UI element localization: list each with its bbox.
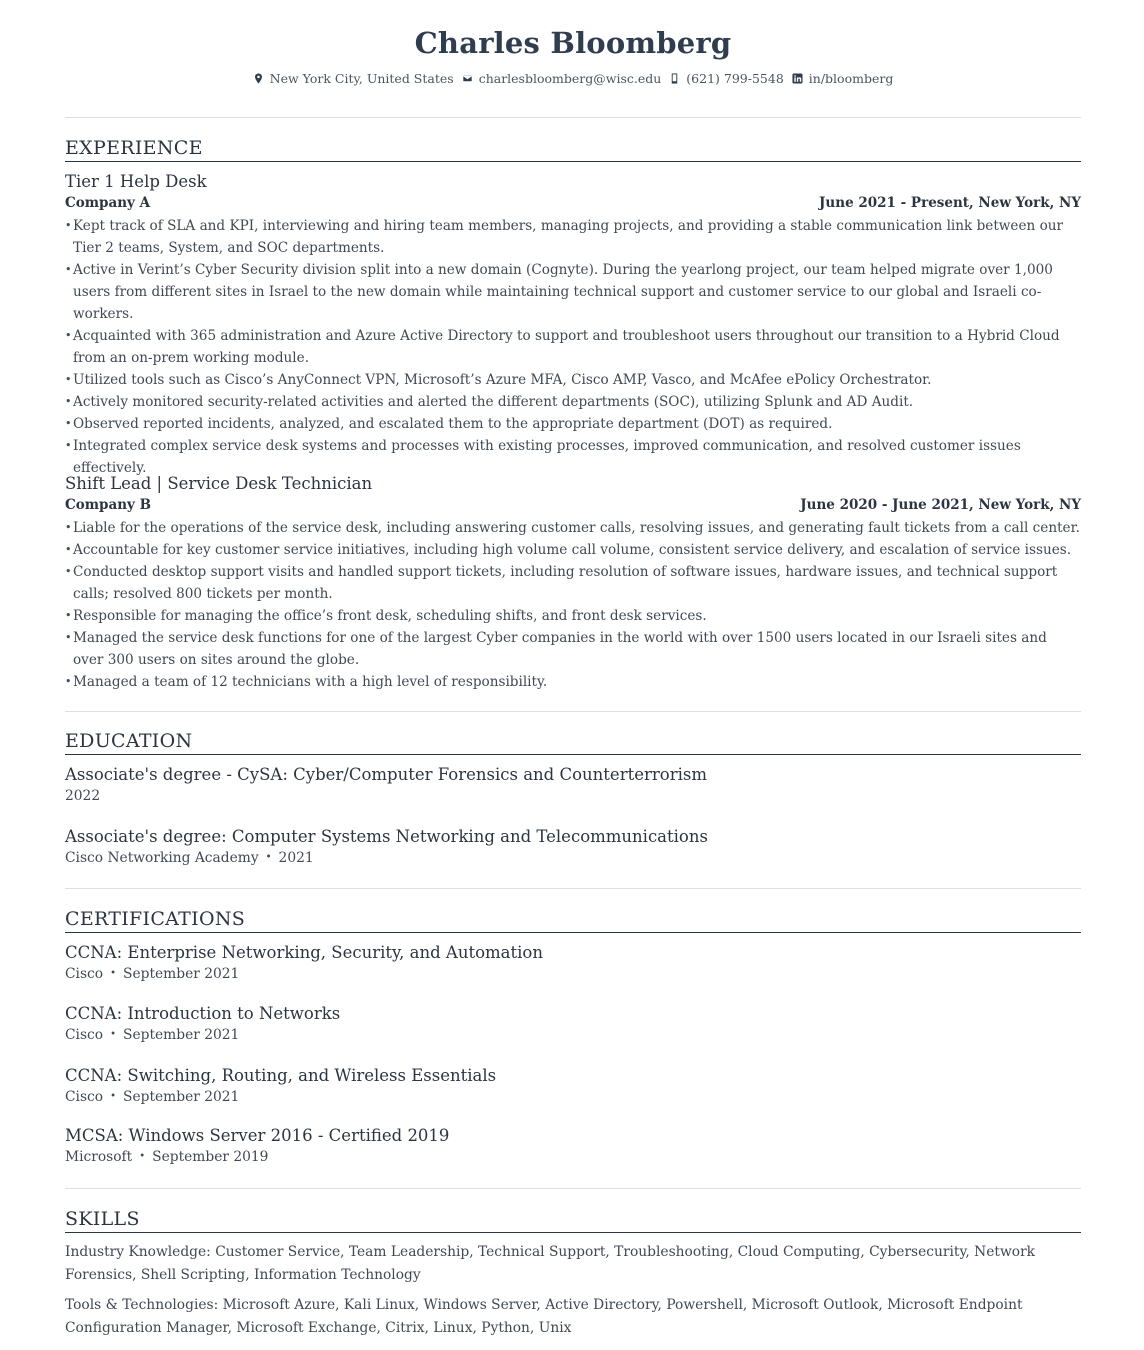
job-meta	[65, 193, 1081, 213]
education-entry	[65, 826, 1081, 868]
certification-date: September 2021	[123, 1027, 240, 1043]
job-dates-location: June 2021 - Present, New York, NY	[819, 195, 1081, 211]
divider	[65, 888, 1081, 889]
bullet-item: • Active in Verint’s Cyber Security division split into a new domain (Cognyte). During the yearlong project, our team helped migrate over 1,000 users from different sites in Israel to the new domain while maintaining technical support and customer service to our global and Israeli co-workers.	[65, 259, 1081, 325]
skills-industry-knowledge: Industry Knowledge: Customer Service, Team Leadership, Technical Support, Troubleshooting, Cloud Computing, Cybersecurity, Network Forensics, Shell Scripting, Information Technology	[65, 1244, 1036, 1283]
certification-date: September 2021	[123, 966, 240, 982]
certification-details	[65, 1087, 1081, 1107]
degree-title: Associate's degree: Computer Systems Networking and Telecommunications	[65, 827, 708, 846]
certification-date: September 2021	[123, 1089, 240, 1105]
degree-title: Associate's degree - CySA: Cyber/Computer Forensics and Counterterrorism	[65, 765, 707, 784]
degree-details	[65, 848, 1081, 868]
certification-issuer: Cisco	[65, 966, 104, 982]
divider	[65, 1188, 1081, 1189]
separator-dot: •	[265, 852, 272, 863]
certification-issuer: Cisco	[65, 1027, 104, 1043]
bullet-item: • Managed the service desk functions for one of the largest Cyber companies in the world with over 1500 users located in our Israeli sites and over 300 users on sites around the globe.	[65, 627, 1081, 671]
section-title-experience: EXPERIENCE	[65, 136, 1081, 162]
linkedin-icon	[792, 73, 803, 84]
section-title-certifications: CERTIFICATIONS	[65, 907, 1081, 933]
job-dates-location: June 2020 - June 2021, New York, NY	[800, 497, 1081, 513]
skills-tools-technologies: Tools & Technologies: Microsoft Azure, Kali Linux, Windows Server, Active Directory, Powershell, Microsoft Outlook, Microsoft Endpoint Configuration Manager, Microsoft Exchange, Citrix, Linux, Python, Unix	[65, 1297, 1023, 1336]
job-entry	[65, 473, 1081, 693]
degree-year: 2022	[65, 788, 101, 804]
job-bullets	[65, 215, 1081, 479]
separator-dot: •	[139, 1151, 146, 1162]
divider	[65, 117, 1081, 118]
contact-email[interactable]	[462, 71, 662, 86]
certification-title: CCNA: Enterprise Networking, Security, and Automation	[65, 943, 543, 962]
contact-location	[253, 71, 454, 86]
contact-linkedin[interactable]	[792, 71, 894, 86]
section-title-skills: SKILLS	[65, 1207, 1081, 1233]
separator-dot: •	[110, 1091, 116, 1102]
bullet-item: • Responsible for managing the office’s front desk, scheduling shifts, and front desk services.	[65, 605, 1081, 627]
certification-entry	[65, 1003, 1081, 1045]
bullet-item: • Integrated complex service desk systems and processes with existing processes, improved communication, and resolved customer issues effectively.	[65, 435, 1081, 479]
certification-issuer: Cisco	[65, 1089, 104, 1105]
contact-bar	[65, 71, 1081, 86]
job-meta	[65, 495, 1081, 515]
bullet-item: • Managed a team of 12 technicians with a high level of responsibility.	[65, 671, 1081, 693]
phone-icon	[669, 73, 680, 84]
contact-phone	[669, 71, 783, 86]
certification-issuer: Microsoft	[65, 1149, 133, 1165]
job-entry	[65, 171, 1081, 479]
separator-dot: •	[110, 1029, 116, 1040]
certification-entry	[65, 942, 1081, 984]
bullet-item: • Observed reported incidents, analyzed, and escalated them to the appropriate department (DOT) as required.	[65, 413, 1081, 435]
candidate-name: Charles Bloomberg	[414, 26, 732, 60]
phone-text: (621) 799-5548	[686, 71, 784, 86]
certification-entry	[65, 1065, 1081, 1107]
mail-icon	[462, 73, 473, 84]
certification-entry	[65, 1125, 1081, 1167]
certification-date: September 2019	[152, 1149, 269, 1165]
certification-details	[65, 964, 1081, 984]
section-title-education: EDUCATION	[65, 729, 1081, 755]
certification-title: CCNA: Introduction to Networks	[65, 1004, 341, 1023]
school-name: Cisco Networking Academy	[65, 850, 259, 866]
bullet-item: • Conducted desktop support visits and handled support tickets, including resolution of software issues, hardware issues, and technical support calls; resolved 800 tickets per month.	[65, 561, 1081, 605]
divider	[65, 711, 1081, 712]
job-title: Shift Lead | Service Desk Technician	[65, 474, 373, 493]
email-link[interactable]: charlesbloomberg@wisc.edu	[478, 71, 662, 86]
job-company: Company B	[65, 497, 151, 513]
bullet-item: • Actively monitored security-related activities and alerted the different departments (SOC), utilizing Splunk and AD Audit.	[65, 391, 1081, 413]
bullet-item: • Liable for the operations of the service desk, including answering customer calls, resolving issues, and generating fault tickets from a call center.	[65, 517, 1081, 539]
job-company: Company A	[65, 195, 151, 211]
location-pin-icon	[253, 73, 264, 84]
education-entry	[65, 764, 1081, 806]
job-bullets	[65, 517, 1081, 693]
bullet-item: • Utilized tools such as Cisco’s AnyConnect VPN, Microsoft’s Azure MFA, Cisco AMP, Vasco, and McAfee ePolicy Orchestrator.	[65, 369, 1081, 391]
degree-year: 2021	[278, 850, 314, 866]
certification-title: MCSA: Windows Server 2016 - Certified 2019	[65, 1126, 450, 1145]
certification-details	[65, 1025, 1081, 1045]
bullet-item: • Acquainted with 365 administration and Azure Active Directory to support and troubleshoot users throughout our transition to a Hybrid Cloud from an on-prem working module.	[65, 325, 1081, 369]
certification-details	[65, 1147, 1081, 1167]
location-text: New York City, United States	[269, 71, 454, 86]
bullet-item: • Kept track of SLA and KPI, interviewing and hiring team members, managing projects, and providing a stable communication link between our Tier 2 teams, System, and SOC departments.	[65, 215, 1081, 259]
bullet-item: • Accountable for key customer service initiatives, including high volume call volume, consistent service delivery, and escalation of service issues.	[65, 539, 1081, 561]
linkedin-link[interactable]: in/bloomberg	[808, 71, 894, 86]
certification-title: CCNA: Switching, Routing, and Wireless Essentials	[65, 1066, 497, 1085]
separator-dot: •	[110, 968, 116, 979]
job-title: Tier 1 Help Desk	[65, 172, 207, 191]
